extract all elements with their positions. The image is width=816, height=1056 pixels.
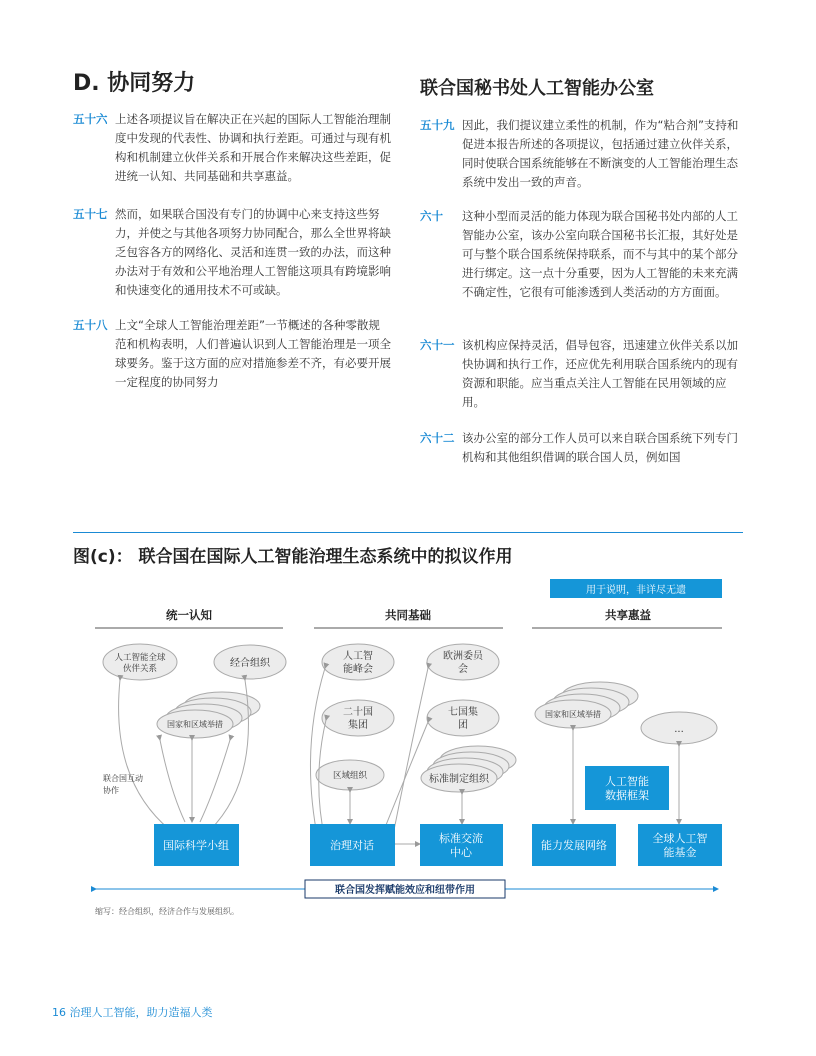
box-label: 能基金 <box>663 846 697 859</box>
bubble-label: 伙伴关系 <box>122 664 158 674</box>
paragraph-number: 六十一 <box>420 338 455 352</box>
box-label: 人工智能 <box>605 775 649 788</box>
paragraph-number: 六十 <box>420 209 443 223</box>
bubble-label: 标准制定组织 <box>429 774 489 785</box>
paragraph-number: 五十九 <box>420 118 455 132</box>
box-governance-dialogue <box>310 824 395 866</box>
page-footer: 16 治理人工智能，助力造福人类 <box>52 1006 213 1019</box>
paragraph-number: 五十六 <box>73 112 108 126</box>
box-label: 数据框架 <box>605 789 649 802</box>
box-label: 治理对话 <box>330 839 374 852</box>
paragraph-number: 五十八 <box>73 318 108 332</box>
box-capacity-network <box>532 824 616 866</box>
section-heading: D. 协同努力 <box>73 71 196 96</box>
bubble-standards-stack <box>421 746 516 792</box>
subsection-heading: 联合国秘书处人工智能办公室 <box>420 78 654 99</box>
paragraph-text: 该办公室的部分工作人员可以来自联合国系统下列专门机构和其他组织借调的联合国人员，例如国 <box>462 431 738 464</box>
column-header-common-benefits: 共享惠益 <box>605 608 651 622</box>
bubble-label: 人工智能全球 <box>114 653 166 663</box>
bubble-gpai <box>103 644 177 680</box>
bubble-label: 国家和区域举措 <box>545 710 601 719</box>
enabling-label: 联合国发挥赋能效应和纽带作用 <box>335 885 475 896</box>
box-label: 全球人工智 <box>652 832 708 845</box>
bubble-national-stack-1 <box>157 692 260 738</box>
paragraph-number: 六十二 <box>420 431 455 445</box>
bubble-label: 国家和区域举措 <box>167 720 223 729</box>
bubble-label: 人工智 <box>343 651 373 662</box>
bubble-national-stack-2 <box>535 682 638 728</box>
bubble-label: 集团 <box>348 720 368 731</box>
bubble-label: 经合组织 <box>230 658 270 669</box>
bubble-label: 能峰会 <box>343 664 373 675</box>
bubble-g20 <box>322 700 394 736</box>
side-label-line: 联合国互动 <box>103 774 143 783</box>
side-label <box>103 773 143 795</box>
bubble-european-commission <box>427 644 499 680</box>
abbreviation-note: 缩写：经合组织，经济合作与发展组织。 <box>95 907 239 916</box>
box-label: 标准交流 <box>439 832 483 845</box>
column-header-common-ground: 共同基础 <box>385 608 431 622</box>
bubble-label: 二十国 <box>343 707 373 718</box>
bubble-regional-orgs <box>316 760 384 790</box>
box-global-fund <box>638 824 722 866</box>
bubble-oecd <box>214 645 286 679</box>
bubble-label: ... <box>674 724 684 735</box>
paragraph-text: 因此，我们提议建立柔性的机制，作为“粘合剂”支持和促进本报告所述的各项提议，包括通过建立伙伴关系，同时使联合国系统能够在不断演变的人工智能治理生态系统中发出一致的声音。 <box>462 118 739 189</box>
paragraph-number: 五十七 <box>73 207 108 221</box>
paragraph-text: 然而，如果联合国没有专门的协调中心来支持这些努力，并使之与其他各项努力协同配合，那么全世界将缺乏包容各方的网络化、灵活和连贯一致的办法，而这种办法对于有效和公平地治理人工智能这项具有跨境影响和快速变化的通用技术不可或缺。 <box>115 207 391 297</box>
bubble-g7 <box>427 700 499 736</box>
box-standards-exchange <box>420 824 503 866</box>
side-label-line: 协作 <box>103 786 119 795</box>
bubble-label: 团 <box>458 720 468 731</box>
bubble-label: 会 <box>458 664 468 675</box>
paragraph-text: 这种小型而灵活的能力体现为联合国秘书处内部的人工智能办公室，该办公室向联合国秘书长汇报，其好处是可与整个联合国系统保持联系，而不与其中的某个部分进行绑定。这一点十分重要，因为人工智能的未来充满不确定性，它很有可能渗透到人类活动的方方面面。 <box>462 209 738 299</box>
figure-title: 图(c)： 联合国在国际人工智能治理生态系统中的拟议作用 <box>73 547 513 567</box>
connectors-column-2 <box>310 668 462 844</box>
bubble-ai-summit <box>322 644 394 680</box>
box-data-framework <box>585 766 669 810</box>
column-header-common-understanding: 统一认知 <box>166 608 212 622</box>
box-label: 中心 <box>450 846 472 859</box>
bubble-label: 欧洲委员 <box>443 651 483 662</box>
paragraph-text: 上文“全球人工智能治理差距”一节概述的各种零散规范和机构表明，人们普遍认识到人工智能治理是一项全球要务。鉴于这方面的应对措施参差不齐，有必要开展一定程度的协同努力 <box>115 318 391 389</box>
bubble-others <box>641 712 717 744</box>
paragraph-text: 该机构应保持灵活，倡导包容，迅速建立伙伴关系以加快协调和执行工作，还应优先利用联合国系统内的现有资源和职能。应当重点关注人工智能在民用领域的应用。 <box>462 338 738 409</box>
paragraph-text: 上述各项提议旨在解决正在兴起的国际人工智能治理制度中发现的代表性、协调和执行差距。可通过与现有机构和机制建立伙伴关系和开展合作来解决这些差距，促进统一认知、共同基础和共享惠益。 <box>115 112 391 183</box>
box-label: 国际科学小组 <box>163 839 229 852</box>
box-label: 能力发展网络 <box>541 839 607 852</box>
bubble-label: 七国集 <box>448 707 478 718</box>
badge-label: 用于说明，非详尽无遗 <box>586 585 686 596</box>
box-scientific-panel <box>154 824 239 866</box>
bubble-label: 区域组织 <box>332 771 368 781</box>
